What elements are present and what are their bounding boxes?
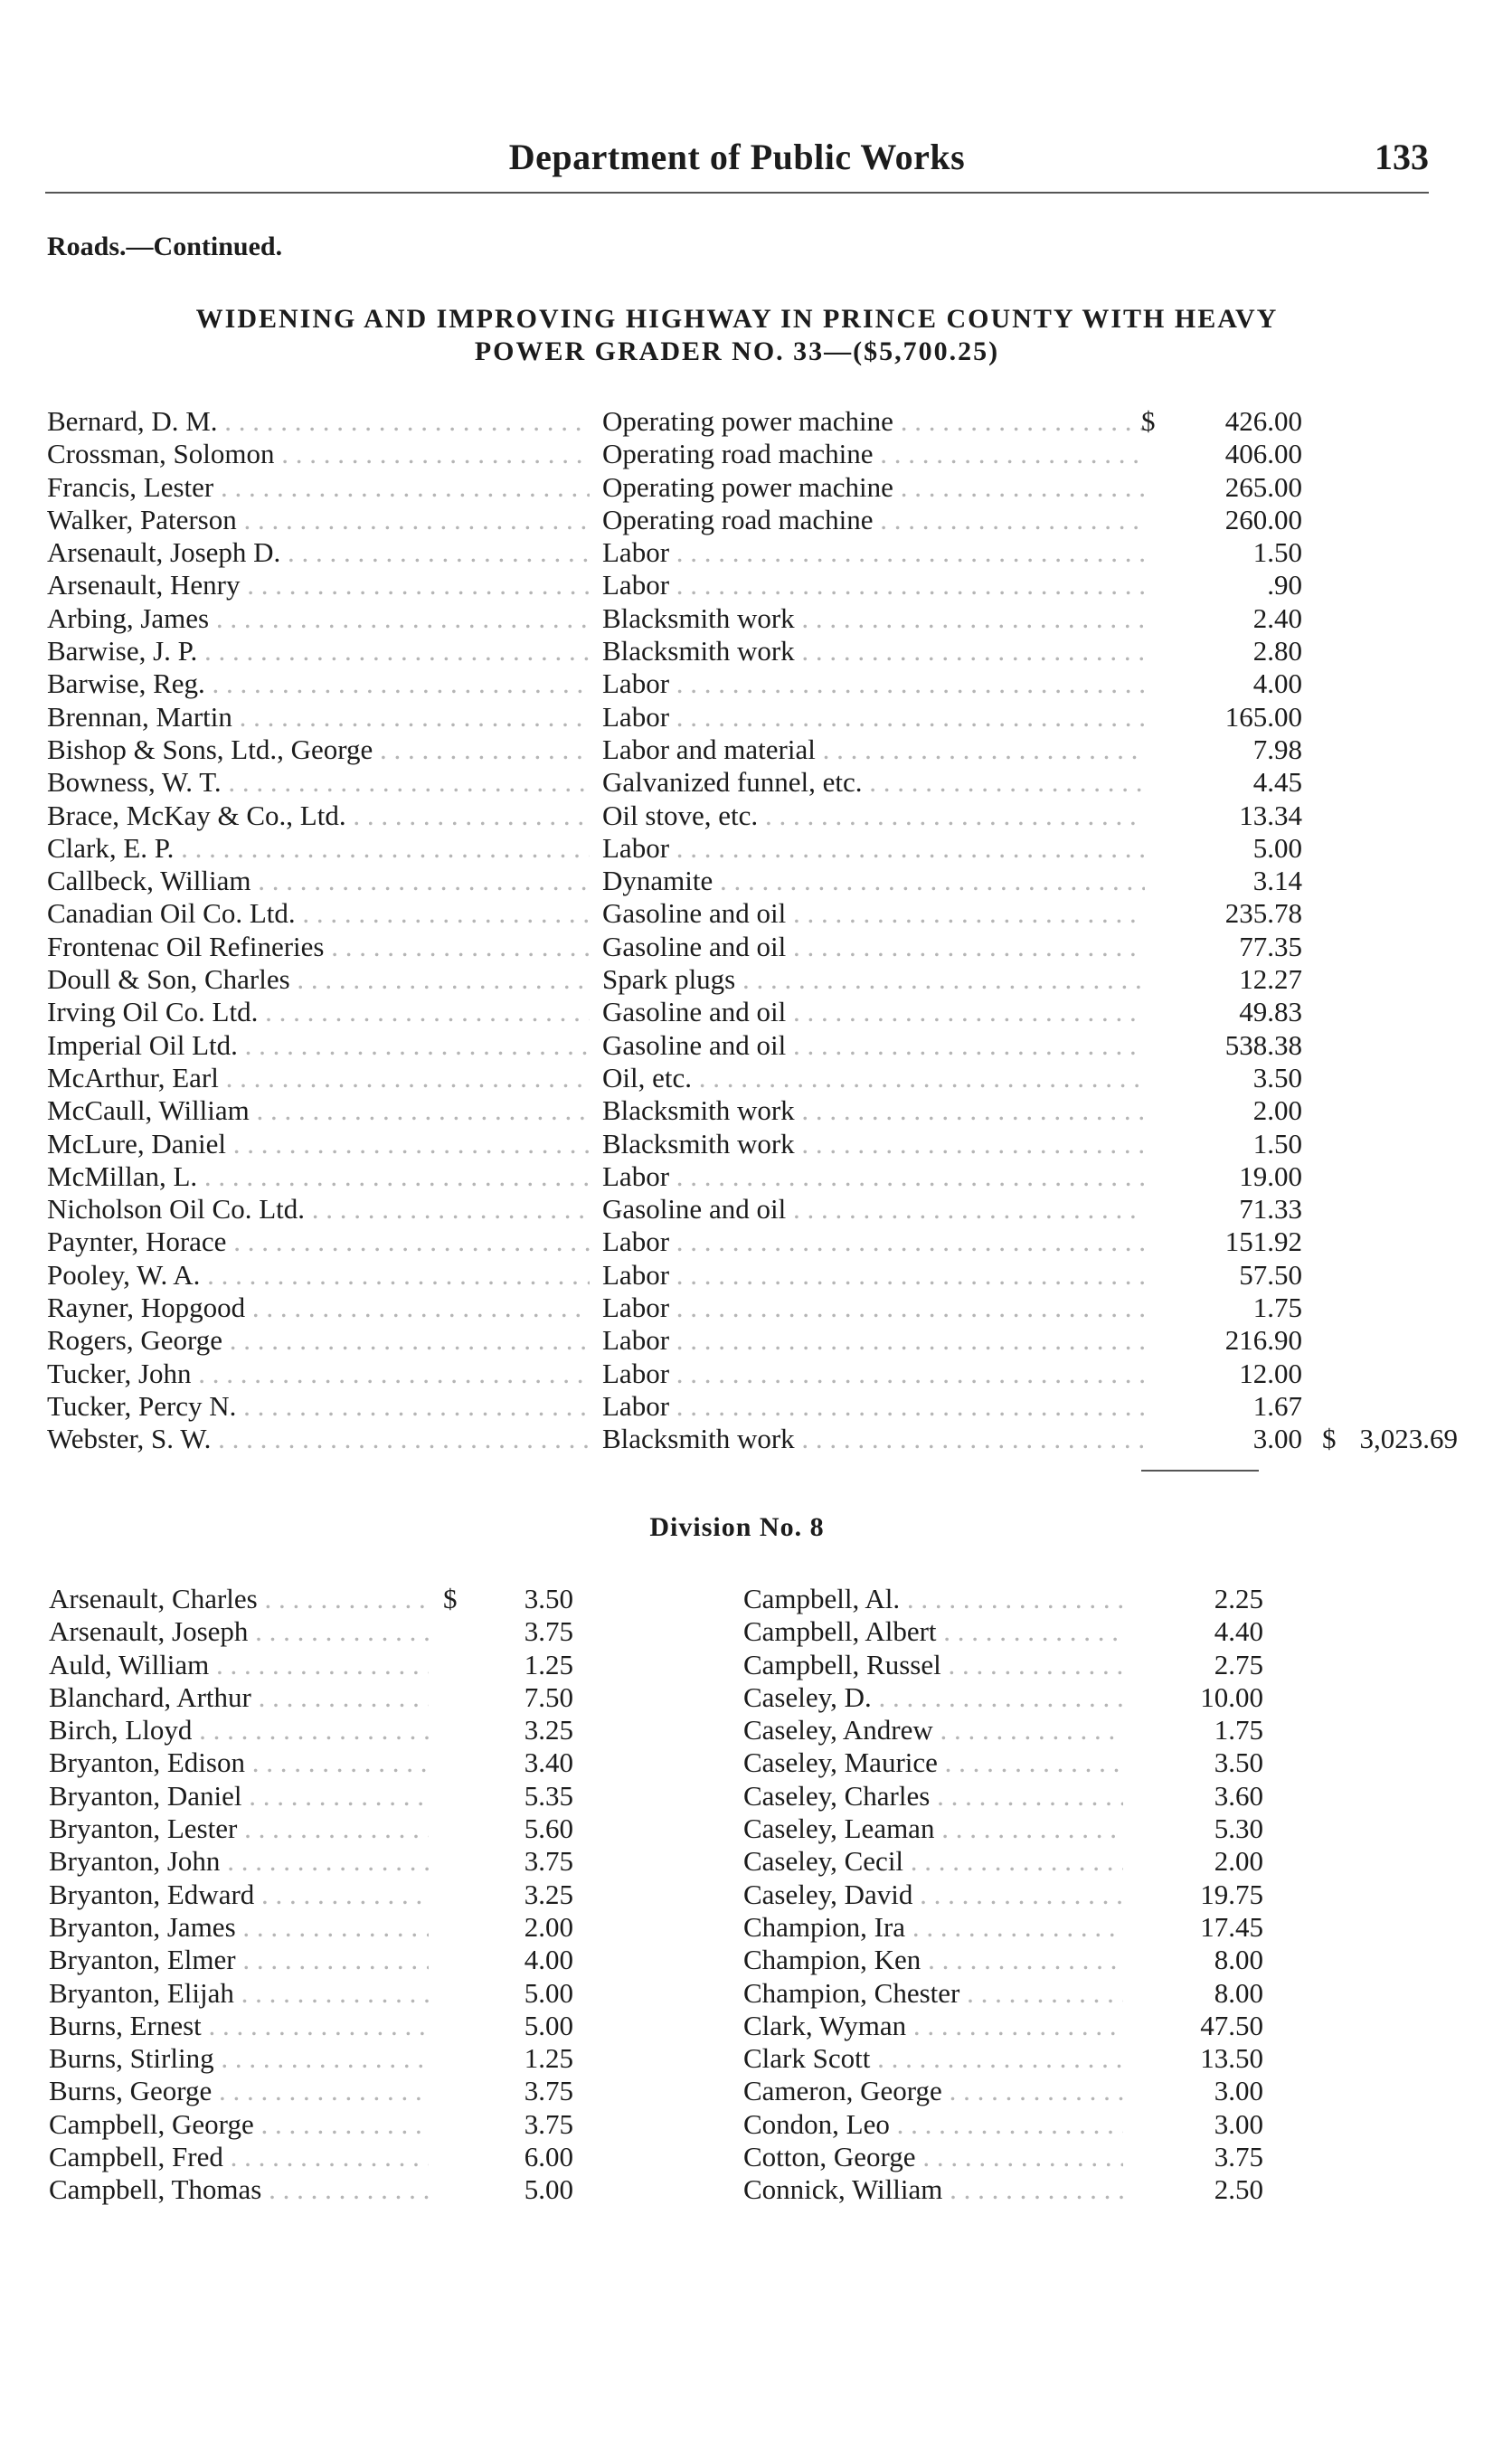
payee-name: Brennan, Martin . . . [47, 701, 590, 734]
expense-description: Blacksmith work . . . [602, 635, 1145, 667]
list-item [49, 1780, 573, 1813]
payment-amount: 1.25 [524, 1648, 573, 1680]
expense-description: Oil stove, etc. . . . [602, 800, 1145, 832]
payment-amount: 17.45 [1200, 1910, 1263, 1943]
table-row [47, 897, 1458, 930]
total-currency-symbol: $ [1322, 1423, 1337, 1455]
table-row [47, 504, 1458, 536]
table-row [47, 1390, 1458, 1423]
payee-name: Caseley, David . . . [743, 1879, 1123, 1911]
payee-name: Canadian Oil Co. Ltd. . . . [47, 897, 590, 930]
currency-symbol: $ [443, 1583, 458, 1614]
list-item [49, 1615, 573, 1648]
payee-name: Campbell, Thomas . . . [49, 2173, 429, 2206]
payee-name: McCaull, William . . . [47, 1094, 590, 1127]
payee-name: Clark, E. P. . . . [47, 832, 590, 865]
table-row [47, 1226, 1458, 1258]
payee-name: Caseley, Cecil . . . [743, 1845, 1123, 1878]
list-item [743, 2042, 1263, 2075]
expense-description: Operating road machine . . . [602, 438, 1145, 470]
payment-amount: 8.00 [1214, 1976, 1263, 2009]
payee-name: Nicholson Oil Co. Ltd. . . . [47, 1193, 590, 1226]
expense-amount: 71.33 [1239, 1193, 1302, 1226]
payee-name: Webster, S. W. . . . [47, 1423, 590, 1455]
list-item [49, 1944, 573, 1976]
payee-name: Burns, Stirling . . . [49, 2042, 429, 2075]
list-item [743, 2075, 1263, 2107]
payee-name: Caseley, Andrew . . . [743, 1714, 1123, 1746]
payee-name: Arsenault, Joseph D. . . . [47, 536, 590, 569]
payee-name: Frontenac Oil Refineries . . . [47, 931, 590, 963]
payee-name: Campbell, Russel . . . [743, 1649, 1123, 1681]
table-row [47, 1358, 1458, 1390]
list-item [743, 1649, 1263, 1681]
payee-name: McLure, Daniel . . . [47, 1128, 590, 1160]
payment-amount: 6.00 [524, 2141, 573, 2173]
table-row [47, 569, 1458, 601]
payee-name: Cameron, George . . . [743, 2075, 1123, 2107]
division-left-column [49, 1583, 573, 2207]
expense-amount: 426.00 [1224, 405, 1302, 437]
payee-name: Auld, William . . . [49, 1649, 429, 1681]
payment-amount: 5.60 [524, 1813, 573, 1845]
table-row [47, 1193, 1458, 1226]
payment-amount: 3.00 [1214, 2075, 1263, 2107]
table-row [47, 438, 1458, 470]
expense-description: Gasoline and oil . . . [602, 897, 1145, 930]
payment-amount: 2.50 [1214, 2173, 1263, 2206]
payee-name: Doull & Son, Charles . . . [47, 963, 590, 996]
expense-amount: 538.38 [1224, 1028, 1302, 1061]
expense-amount: 2.80 [1252, 635, 1302, 667]
list-item [49, 1583, 573, 1615]
table-row [47, 963, 1458, 996]
expense-amount: 216.90 [1224, 1324, 1302, 1357]
table-row [47, 865, 1458, 897]
expense-description: Gasoline and oil . . . [602, 1029, 1145, 1062]
list-item [49, 2075, 573, 2107]
expense-amount: 49.83 [1239, 996, 1302, 1028]
expense-description: Labor . . . [602, 1259, 1145, 1292]
expense-description: Spark plugs . . . [602, 963, 1145, 996]
expense-description: Labor . . . [602, 832, 1145, 865]
payment-amount: 5.00 [524, 1976, 573, 2009]
table-row [47, 832, 1458, 865]
list-item [743, 1583, 1263, 1615]
expense-description: Operating power machine . . . [602, 471, 1145, 504]
payment-amount: 7.50 [524, 1680, 573, 1713]
list-item [49, 1746, 573, 1779]
page-number: 133 [1375, 137, 1429, 177]
expense-description: Labor . . . [602, 701, 1145, 734]
division-title: Division No. 8 [649, 1512, 825, 1542]
section-label: Roads.—Continued. [47, 232, 283, 261]
expense-description: Gasoline and oil . . . [602, 1193, 1145, 1226]
payment-amount: 2.25 [1214, 1583, 1263, 1614]
expense-amount: 265.00 [1224, 470, 1302, 503]
payee-name: Callbeck, William . . . [47, 865, 590, 897]
payee-name: Arsenault, Henry . . . [47, 569, 590, 601]
payee-name: Rogers, George . . . [47, 1324, 590, 1357]
expense-amount: 406.00 [1224, 438, 1302, 470]
list-item [743, 1813, 1263, 1845]
list-item [49, 2042, 573, 2075]
list-item [49, 2173, 573, 2206]
list-item [49, 1813, 573, 1845]
expense-description: Labor . . . [602, 1292, 1145, 1324]
expense-description: Blacksmith work . . . [602, 1128, 1145, 1160]
payment-amount: 3.50 [1214, 1746, 1263, 1779]
payment-amount: 5.00 [524, 2009, 573, 2041]
payment-amount: 3.75 [524, 1615, 573, 1648]
table-row [47, 1423, 1458, 1455]
list-item [743, 1615, 1263, 1648]
payment-amount: 3.25 [524, 1878, 573, 1910]
expense-amount: 1.50 [1252, 1127, 1302, 1159]
payee-name: Bryanton, Edward . . . [49, 1879, 429, 1911]
table-row [47, 1160, 1458, 1193]
expense-description: Labor . . . [602, 1390, 1145, 1423]
page-header [45, 136, 1429, 190]
payee-name: Cotton, George . . . [743, 2141, 1123, 2173]
payment-amount: 10.00 [1200, 1680, 1263, 1713]
expense-amount: 3.00 [1252, 1423, 1302, 1455]
table-row [47, 635, 1458, 667]
table-row [47, 766, 1458, 799]
list-item [743, 1681, 1263, 1714]
expense-description: Labor and material . . . [602, 734, 1145, 766]
payee-name: Pooley, W. A. . . . [47, 1259, 590, 1292]
section-total: 3,023.69 [1359, 1423, 1458, 1455]
payment-amount: 3.50 [524, 1583, 573, 1614]
expense-amount: 13.34 [1239, 799, 1302, 831]
list-item [49, 2141, 573, 2173]
list-item [743, 1944, 1263, 1976]
expense-description: Labor . . . [602, 1324, 1145, 1357]
table-row [47, 701, 1458, 734]
payment-amount: 3.75 [524, 1845, 573, 1878]
table-row [47, 1094, 1458, 1127]
expense-amount: 3.50 [1252, 1061, 1302, 1093]
expense-amount: 57.50 [1239, 1258, 1302, 1291]
payment-amount: 2.00 [1214, 1845, 1263, 1878]
payee-name: Caseley, Leaman . . . [743, 1813, 1123, 1845]
expense-description: Labor . . . [602, 536, 1145, 569]
payment-amount: 3.75 [524, 2075, 573, 2107]
payee-name: McArthur, Earl . . . [47, 1062, 590, 1094]
payment-amount: 8.00 [1214, 1944, 1263, 1976]
payee-name: Burns, George . . . [49, 2075, 429, 2107]
list-item [49, 2108, 573, 2141]
payment-amount: 5.35 [524, 1779, 573, 1812]
table-row [47, 996, 1458, 1028]
expense-description: Labor . . . [602, 667, 1145, 700]
expense-description: Gasoline and oil . . . [602, 996, 1145, 1028]
expense-amount: 1.67 [1252, 1389, 1302, 1422]
payment-amount: 3.60 [1214, 1779, 1263, 1812]
payee-name: Connick, William . . . [743, 2173, 1123, 2206]
list-item [743, 1879, 1263, 1911]
table-row [47, 1062, 1458, 1094]
expense-description: Galvanized funnel, etc. . . . [602, 766, 1145, 799]
payee-name: Campbell, Albert . . . [743, 1615, 1123, 1648]
list-item [49, 1845, 573, 1878]
expense-description: Blacksmith work . . . [602, 1094, 1145, 1127]
expense-description: Labor . . . [602, 1160, 1145, 1193]
list-item [743, 1714, 1263, 1746]
list-item [49, 1649, 573, 1681]
payee-name: Champion, Chester . . . [743, 1977, 1123, 2010]
list-item [743, 2141, 1263, 2173]
table-row [47, 734, 1458, 766]
payment-amount: 2.75 [1214, 1648, 1263, 1680]
payment-amount: 1.75 [1214, 1714, 1263, 1746]
expense-description: Blacksmith work . . . [602, 1423, 1145, 1455]
table-row [47, 1292, 1458, 1324]
expense-description: Dynamite . . . [602, 865, 1145, 897]
table-row [47, 602, 1458, 635]
expense-amount: .90 [1267, 569, 1302, 601]
payee-name: Bishop & Sons, Ltd., George . . . [47, 734, 590, 766]
expense-amount: 5.00 [1252, 831, 1302, 864]
payee-name: Champion, Ken . . . [743, 1944, 1123, 1976]
payee-name: Campbell, George . . . [49, 2108, 429, 2141]
payee-name: Condon, Leo . . . [743, 2108, 1123, 2141]
payment-amount: 3.75 [524, 2107, 573, 2140]
payee-name: Bowness, W. T. . . . [47, 766, 590, 799]
payment-amount: 3.00 [1214, 2107, 1263, 2140]
list-item [743, 2108, 1263, 2141]
expense-amount: 165.00 [1224, 700, 1302, 733]
header-divider [45, 192, 1429, 194]
expense-description: Labor . . . [602, 1226, 1145, 1258]
payment-amount: 3.75 [1214, 2141, 1263, 2173]
expense-amount: 12.27 [1239, 963, 1302, 996]
table-row [47, 1259, 1458, 1292]
payment-amount: 1.25 [524, 2042, 573, 2075]
page-title: Department of Public Works [508, 137, 966, 177]
table-row [47, 1324, 1458, 1357]
payee-name: Birch, Lloyd . . . [49, 1714, 429, 1746]
payee-name: Caseley, Charles . . . [743, 1780, 1123, 1813]
payee-name: Irving Oil Co. Ltd. . . . [47, 996, 590, 1028]
expense-description: Labor . . . [602, 1358, 1145, 1390]
payment-amount: 5.30 [1214, 1813, 1263, 1845]
expense-amount: 4.00 [1252, 667, 1302, 700]
expense-description: Operating road machine . . . [602, 504, 1145, 536]
list-item [49, 2010, 573, 2042]
expense-amount: 3.14 [1252, 865, 1302, 897]
table-row [47, 800, 1458, 832]
expense-description: Operating power machine . . . [602, 405, 1145, 438]
payee-name: Barwise, J. P. . . . [47, 635, 590, 667]
payee-name: Imperial Oil Ltd. . . . [47, 1029, 590, 1062]
payee-name: Bryanton, Daniel . . . [49, 1780, 429, 1813]
list-item [49, 1879, 573, 1911]
list-item [743, 1746, 1263, 1779]
list-item [49, 1977, 573, 2010]
list-item [49, 1714, 573, 1746]
payment-amount: 3.40 [524, 1746, 573, 1779]
payment-amount: 2.00 [524, 1910, 573, 1943]
expense-amount: 77.35 [1239, 930, 1302, 962]
expense-amount: 2.00 [1252, 1094, 1302, 1127]
expense-amount: 235.78 [1224, 897, 1302, 930]
payee-name: Bernard, D. M. . . . [47, 405, 590, 438]
payee-name: Caseley, Maurice . . . [743, 1746, 1123, 1779]
expense-amount: 19.00 [1239, 1159, 1302, 1192]
payee-name: Bryanton, Lester . . . [49, 1813, 429, 1845]
payee-name: Champion, Ira . . . [743, 1911, 1123, 1944]
payee-name: Rayner, Hopgood . . . [47, 1292, 590, 1324]
payee-name: Burns, Ernest . . . [49, 2010, 429, 2042]
payment-amount: 4.00 [524, 1944, 573, 1976]
expense-description: Labor . . . [602, 569, 1145, 601]
list-item [743, 1780, 1263, 1813]
payee-name: Bryanton, James . . . [49, 1911, 429, 1944]
payee-name: Francis, Lester . . . [47, 471, 590, 504]
table-row [47, 471, 1458, 504]
section-heading-line-2: POWER GRADER NO. 33—($5,700.25) [474, 336, 1000, 366]
expense-amount: 151.92 [1224, 1226, 1302, 1258]
expense-amount: 1.75 [1252, 1292, 1302, 1324]
payee-name: Tucker, Percy N. . . . [47, 1390, 590, 1423]
table-row [47, 536, 1458, 569]
expense-description: Gasoline and oil . . . [602, 931, 1145, 963]
payee-name: Brace, McKay & Co., Ltd. . . . [47, 800, 590, 832]
list-item [743, 1911, 1263, 1944]
list-item [743, 2173, 1263, 2206]
division-right-column [743, 1583, 1263, 2207]
table-row [47, 1128, 1458, 1160]
total-rule [1141, 1470, 1259, 1472]
payee-name: Tucker, John . . . [47, 1358, 590, 1390]
list-item [49, 1681, 573, 1714]
expense-amount: 12.00 [1239, 1357, 1302, 1389]
currency-symbol: $ [1141, 405, 1156, 437]
payee-name: Bryanton, Elmer . . . [49, 1944, 429, 1976]
payment-amount: 13.50 [1200, 2042, 1263, 2075]
payee-name: Paynter, Horace . . . [47, 1226, 590, 1258]
payment-amount: 47.50 [1200, 2009, 1263, 2041]
expense-description: Oil, etc. . . . [602, 1062, 1145, 1094]
payee-name: Walker, Paterson . . . [47, 504, 590, 536]
payee-name: Arbing, James . . . [47, 602, 590, 635]
payee-name: Arsenault, Joseph . . . [49, 1615, 429, 1648]
payee-name: Bryanton, Edison . . . [49, 1746, 429, 1779]
payee-name: Barwise, Reg. . . . [47, 667, 590, 700]
payee-name: Clark, Wyman . . . [743, 2010, 1123, 2042]
expense-description: Blacksmith work . . . [602, 602, 1145, 635]
payee-name: Clark Scott . . . [743, 2042, 1123, 2075]
payee-name: Bryanton, John . . . [49, 1845, 429, 1878]
payee-name: Crossman, Solomon . . . [47, 438, 590, 470]
payment-amount: 4.40 [1214, 1615, 1263, 1648]
expenditure-table [47, 405, 1458, 1456]
table-row [47, 931, 1458, 963]
payee-name: Blanchard, Arthur . . . [49, 1681, 429, 1714]
payee-name: McMillan, L. . . . [47, 1160, 590, 1193]
expense-amount: 7.98 [1252, 733, 1302, 765]
payee-name: Arsenault, Charles . . . [49, 1583, 429, 1615]
expense-amount: 1.50 [1252, 536, 1302, 569]
list-item [743, 1977, 1263, 2010]
section-heading-line-1: WIDENING AND IMPROVING HIGHWAY IN PRINCE COUNTY WITH HEAVY [195, 304, 1279, 334]
payee-name: Campbell, Al. . . . [743, 1583, 1123, 1615]
table-row [47, 667, 1458, 700]
payment-amount: 5.00 [524, 2173, 573, 2206]
payment-amount: 19.75 [1200, 1878, 1263, 1910]
expense-amount: 260.00 [1224, 503, 1302, 535]
payee-name: Bryanton, Elijah . . . [49, 1977, 429, 2010]
expense-amount: 2.40 [1252, 601, 1302, 634]
payee-name: Campbell, Fred . . . [49, 2141, 429, 2173]
expense-amount: 4.45 [1252, 766, 1302, 799]
table-row [47, 1029, 1458, 1062]
list-item [49, 1911, 573, 1944]
payee-name: Caseley, D. . . . [743, 1681, 1123, 1714]
table-row [47, 405, 1458, 438]
list-item [743, 1845, 1263, 1878]
list-item [743, 2010, 1263, 2042]
payment-amount: 3.25 [524, 1714, 573, 1746]
